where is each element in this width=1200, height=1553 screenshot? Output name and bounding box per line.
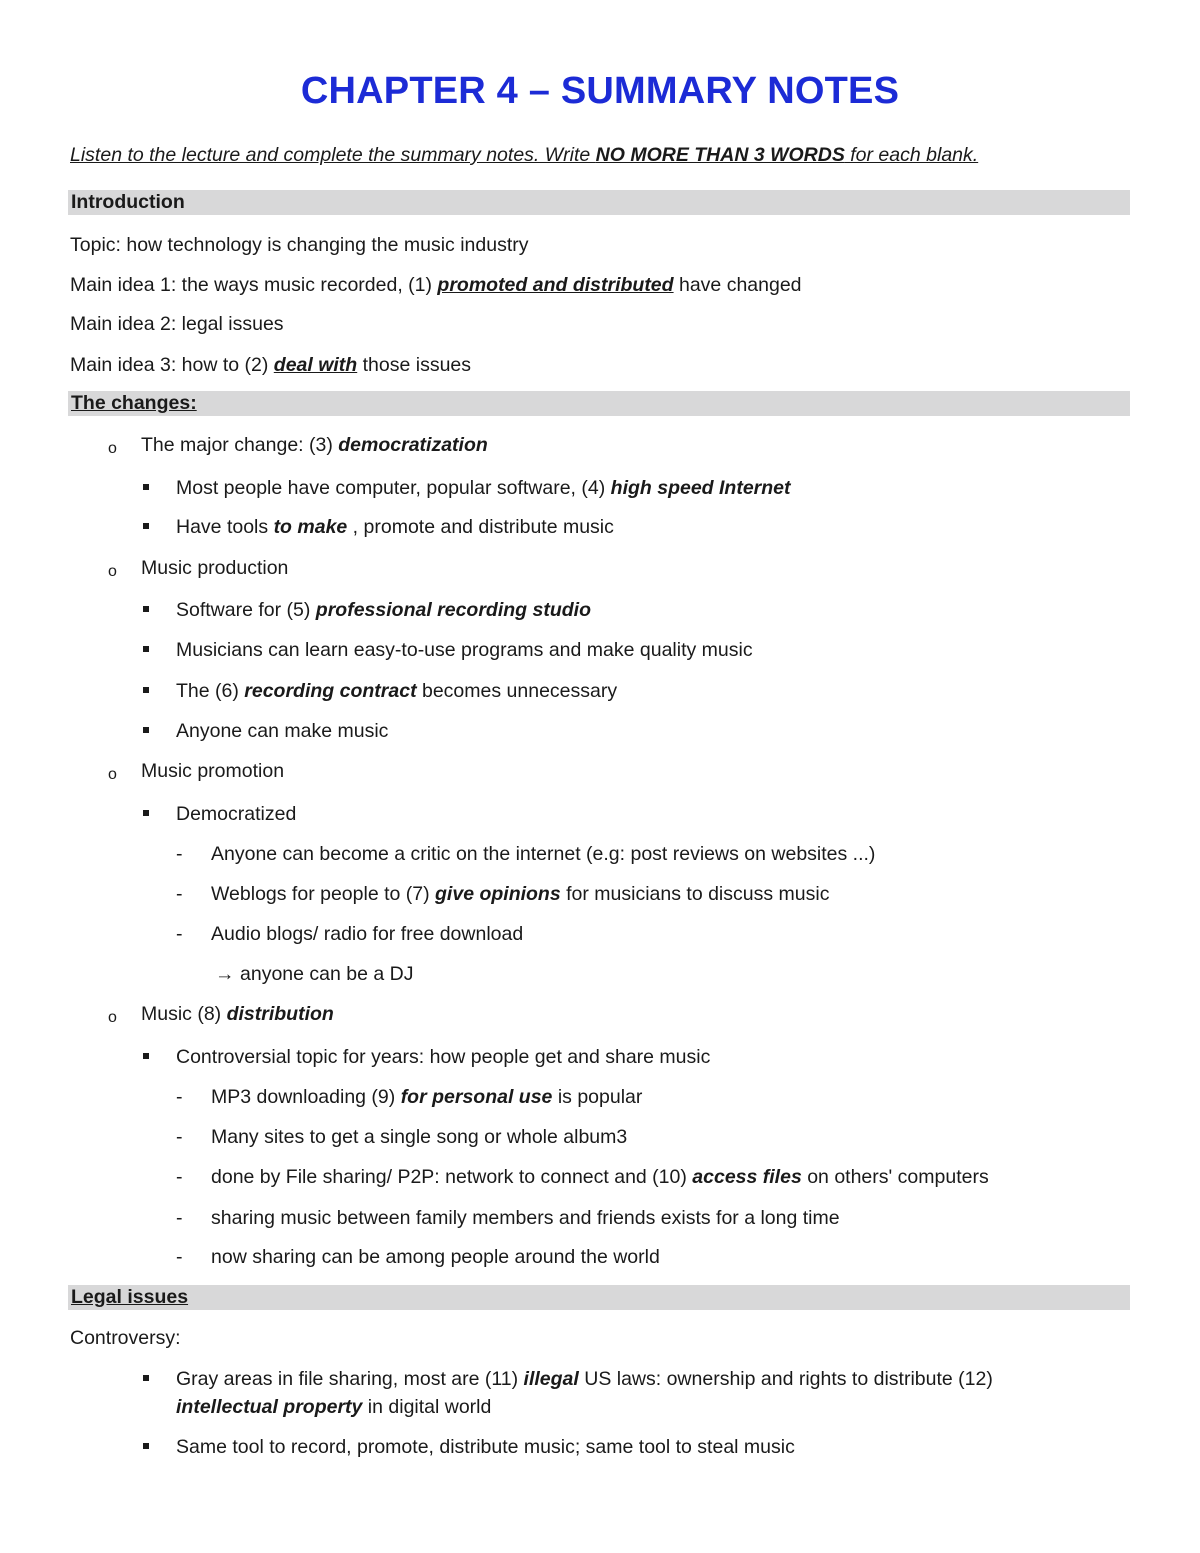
production-item-3: The (6) recording contract becomes unnecessary [176,680,618,702]
intro-main-idea-2: Main idea 2: legal issues [70,313,284,335]
square-bullet [143,1435,149,1459]
square-bullet [143,719,149,743]
answer-4: high speed Internet [610,477,791,499]
square-bullet [143,598,149,622]
legal-item-2: Same tool to record, promote, distribute music; same tool to steal music [176,1436,795,1458]
dash-bullet: - [176,1126,183,1148]
section-legal-issues: Legal issues [68,1285,1130,1310]
production-item-1: Software for (5) professional recording studio [176,599,591,621]
dash-bullet: - [176,923,183,945]
production-item-2: Musicians can learn easy-to-use programs and make quality music [176,639,753,661]
dash-bullet: - [176,1166,183,1188]
distribution-sub-3: done by File sharing/ P2P: network to connect and (10) access files on others' computers [211,1166,989,1188]
answer-6: recording contract [244,680,417,702]
dash-bullet: - [176,883,183,905]
answer-to-make: to make [273,516,348,538]
music-production: Music production [141,557,289,579]
answer-7: give opinions [435,883,561,905]
square-bullet [143,476,149,500]
section-introduction: Introduction [68,190,1130,215]
intro-topic: Topic: how technology is changing the music industry [70,234,529,256]
production-item-4: Anyone can make music [176,720,389,742]
circle-bullet: o [108,766,117,783]
answer-2: deal with [273,354,358,376]
answer-8: distribution [226,1003,334,1025]
controversy-label: Controversy: [70,1327,181,1349]
instructions: Listen to the lecture and complete the summary notes. Write NO MORE THAN 3 WORDS for each blank. [70,144,979,166]
square-bullet [143,515,149,539]
square-bullet [143,638,149,662]
legal-item-1: Gray areas in file sharing, most are (11) illegal US laws: ownership and rights to distribute (12) [176,1368,993,1390]
dash-bullet: - [176,1207,183,1229]
dash-bullet: - [176,843,183,865]
distribution-sub-4: sharing music between family members and friends exists for a long time [211,1207,840,1229]
change-item-2: Have tools to make , promote and distribute music [176,516,614,538]
promotion-item-1: Democratized [176,803,297,825]
music-distribution: Music (8) distribution [141,1003,334,1025]
square-bullet [143,1045,149,1069]
distribution-sub-5: now sharing can be among people around the world [211,1246,660,1268]
intro-main-idea-3: Main idea 3: how to (2) deal with those issues [70,354,472,376]
promotion-sub-1: Anyone can become a critic on the internet (e.g: post reviews on websites ...) [211,843,876,865]
circle-bullet: o [108,563,117,580]
dash-bullet: - [176,1246,183,1268]
music-promotion: Music promotion [141,760,285,782]
answer-5: professional recording studio [315,599,591,621]
square-bullet [143,679,149,703]
answer-12: intellectual property [176,1396,363,1418]
answer-11: illegal [523,1368,579,1390]
answer-9: for personal use [400,1086,553,1108]
circle-bullet: o [108,440,117,457]
legal-item-1-cont: intellectual property in digital world [176,1396,492,1418]
change-item-1: Most people have computer, popular software, (4) high speed Internet [176,477,791,499]
section-changes: The changes: [68,391,1130,416]
page-title: CHAPTER 4 – SUMMARY NOTES [300,70,900,112]
distribution-item-1: Controversial topic for years: how people get and share music [176,1046,711,1068]
answer-10: access files [692,1166,802,1188]
major-change: The major change: (3) democratization [141,434,488,456]
promotion-sub-2: Weblogs for people to (7) give opinions for musicians to discuss music [211,883,830,905]
circle-bullet: o [108,1009,117,1026]
square-bullet [143,802,149,826]
arrow-icon: → [215,963,235,985]
distribution-sub-2: Many sites to get a single song or whole album3 [211,1126,628,1148]
answer-3: democratization [338,434,488,456]
promotion-sub-3: Audio blogs/ radio for free download [211,923,524,945]
distribution-sub-1: MP3 downloading (9) for personal use is popular [211,1086,643,1108]
promotion-arrow-note: anyone can be a DJ [240,963,414,985]
square-bullet [143,1367,149,1391]
dash-bullet: - [176,1086,183,1108]
answer-1: promoted and distributed [437,274,674,296]
intro-main-idea-1: Main idea 1: the ways music recorded, (1) promoted and distributed have changed [70,274,802,296]
